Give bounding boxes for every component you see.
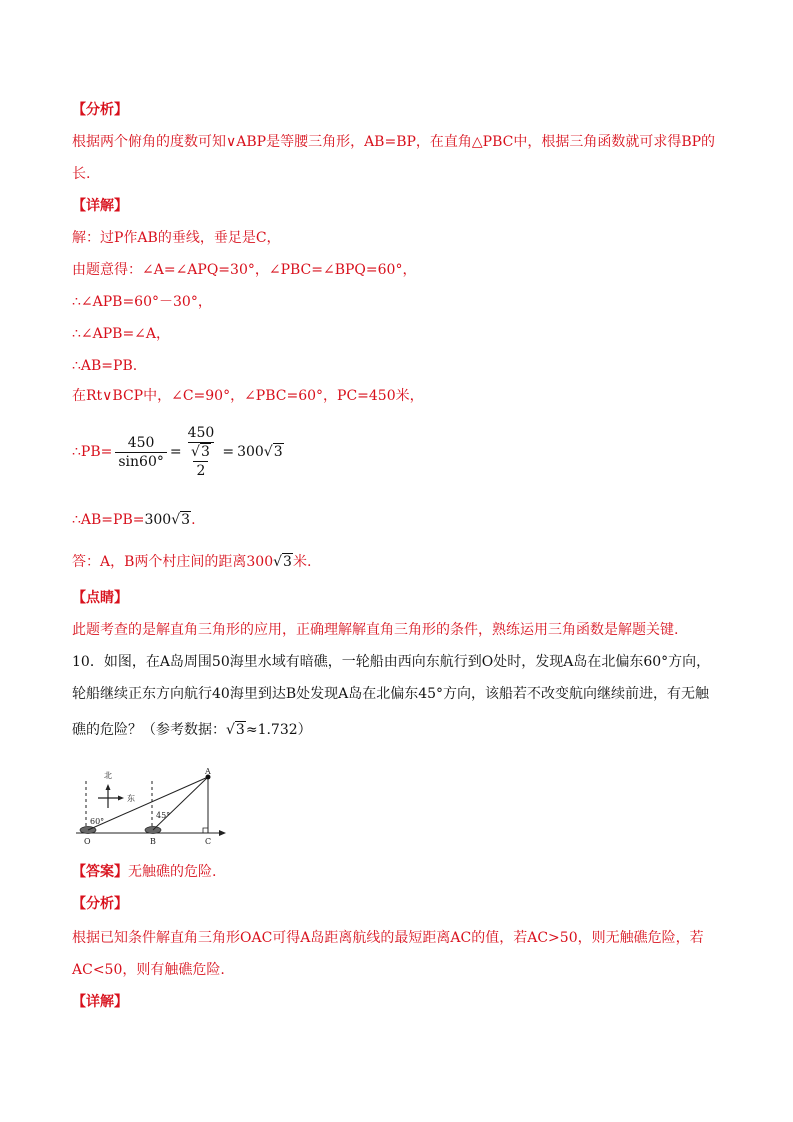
point-a-label: A <box>205 767 211 776</box>
line8-radicand: 3 <box>181 512 191 528</box>
answer-heading: 【答案】 <box>72 864 128 880</box>
angle-45-label: 45° <box>156 811 171 820</box>
formula-prefix: ∴PB= <box>72 444 113 460</box>
equals-sign-2: = <box>222 444 235 460</box>
answer-prefix: 答：A，B两个村庄间的距离300 <box>72 554 274 570</box>
detail-answer-line <box>72 552 311 572</box>
fraction-numerator-2: 450 <box>187 425 215 441</box>
fraction-numerator: 450 <box>127 434 155 451</box>
detail-line-3: ∴∠APB=60°－30°， <box>72 294 212 310</box>
answer-radicand: 3 <box>283 554 292 570</box>
line8-prefix: ∴AB=PB= <box>72 512 145 528</box>
formula-pb <box>72 424 284 480</box>
question-10-line-2: 轮船继续正东方向航行40海里到达B处发现A岛在北偏东45°方向，该船若不改变航向继续前进，有无触 <box>72 686 710 702</box>
north-label: 北 <box>104 771 112 780</box>
inner-fraction <box>191 443 211 480</box>
point-b-label: B <box>150 837 156 846</box>
answer-suffix: 米. <box>292 554 312 570</box>
east-label: 东 <box>127 794 135 803</box>
fraction-450-over-sqrt3-2 <box>185 424 218 480</box>
angle-60-label: 60° <box>90 817 105 826</box>
point-o-label: O <box>84 837 91 846</box>
answer-sqrt: √3 <box>273 554 292 570</box>
result-radicand: 3 <box>273 444 283 460</box>
compass-east-arrow <box>118 796 124 801</box>
equals-sign: = <box>169 444 182 460</box>
right-angle-mark <box>203 828 208 833</box>
question-10-sqrt: √3 <box>226 722 245 738</box>
detail-line-4: ∴∠APB=∠A， <box>72 326 171 342</box>
result-sqrt: √3 <box>263 444 283 460</box>
analysis-text-line-1: 根据两个俯角的度数可知∨ABP是等腰三角形，AB=BP，在直角△PBC中，根据三角函数就可求得BP的 <box>72 134 716 150</box>
sight-line-ba <box>153 777 208 830</box>
section-heading-detail: 【详解】 <box>72 198 128 214</box>
compass-north-arrow <box>106 784 111 790</box>
inner-sqrt: √3 <box>191 444 210 460</box>
point-c-label: C <box>205 837 212 846</box>
answer-text: 无触礁的危险. <box>128 864 217 880</box>
line8-suffix: . <box>191 512 196 528</box>
fraction-denominator: sin60° <box>115 452 167 471</box>
question-10-line-3 <box>72 720 312 740</box>
question-10-line-3-prefix: 礁的危险？（参考数据： <box>72 722 226 738</box>
answer-line <box>72 862 216 882</box>
detail-line-1: 解：过P作AB的垂线，垂足是C， <box>72 230 281 246</box>
question-10-radicand: 3 <box>235 722 245 738</box>
inner-radicand: 3 <box>200 444 210 460</box>
section-heading-analysis: 【分析】 <box>72 102 128 118</box>
fraction-denominator-2 <box>188 442 214 480</box>
analysis-2-line-1: 根据已知条件解直角三角形OAC可得A岛距离航线的最短距离AC的值，若AC>50，则无触礁危险，若 <box>72 930 704 946</box>
line8-coefficient: 300 <box>144 512 172 528</box>
fraction-450-over-sin60 <box>115 434 167 471</box>
navigation-diagram <box>74 766 229 848</box>
analysis-2-line-2: AC<50，则有触礁危险. <box>72 962 225 978</box>
section-heading-key-point: 【点睛】 <box>72 590 128 606</box>
result-coefficient: 300 <box>237 444 264 460</box>
section-heading-detail-2: 【详解】 <box>72 994 128 1010</box>
section-heading-analysis-2: 【分析】 <box>72 896 128 912</box>
question-10-line-1: 10．如图，在A岛周围50海里水域有暗礁，一轮船由西向东航行到O处时，发现A岛在北偏东60°方向， <box>72 654 711 670</box>
detail-line-6: 在Rt∨BCP中，∠C=90°，∠PBC=60°，PC=450米， <box>72 388 424 404</box>
inner-denominator: 2 <box>193 461 208 480</box>
detail-line-2: 由题意得：∠A=∠APQ=30°，∠PBC=∠BPQ=60°， <box>72 262 417 278</box>
sight-line-oa <box>88 777 208 830</box>
line8-sqrt: √3 <box>171 512 191 528</box>
detail-line-8 <box>72 510 196 530</box>
axis-arrow <box>219 830 226 836</box>
key-point-text: 此题考查的是解直角三角形的应用，正确理解解直角三角形的条件，熟练运用三角函数是解题关键. <box>72 622 679 638</box>
question-10-line-3-suffix: ≈1.732） <box>245 722 312 738</box>
detail-line-5: ∴AB=PB. <box>72 358 138 374</box>
analysis-text-line-2: 长. <box>72 166 91 182</box>
